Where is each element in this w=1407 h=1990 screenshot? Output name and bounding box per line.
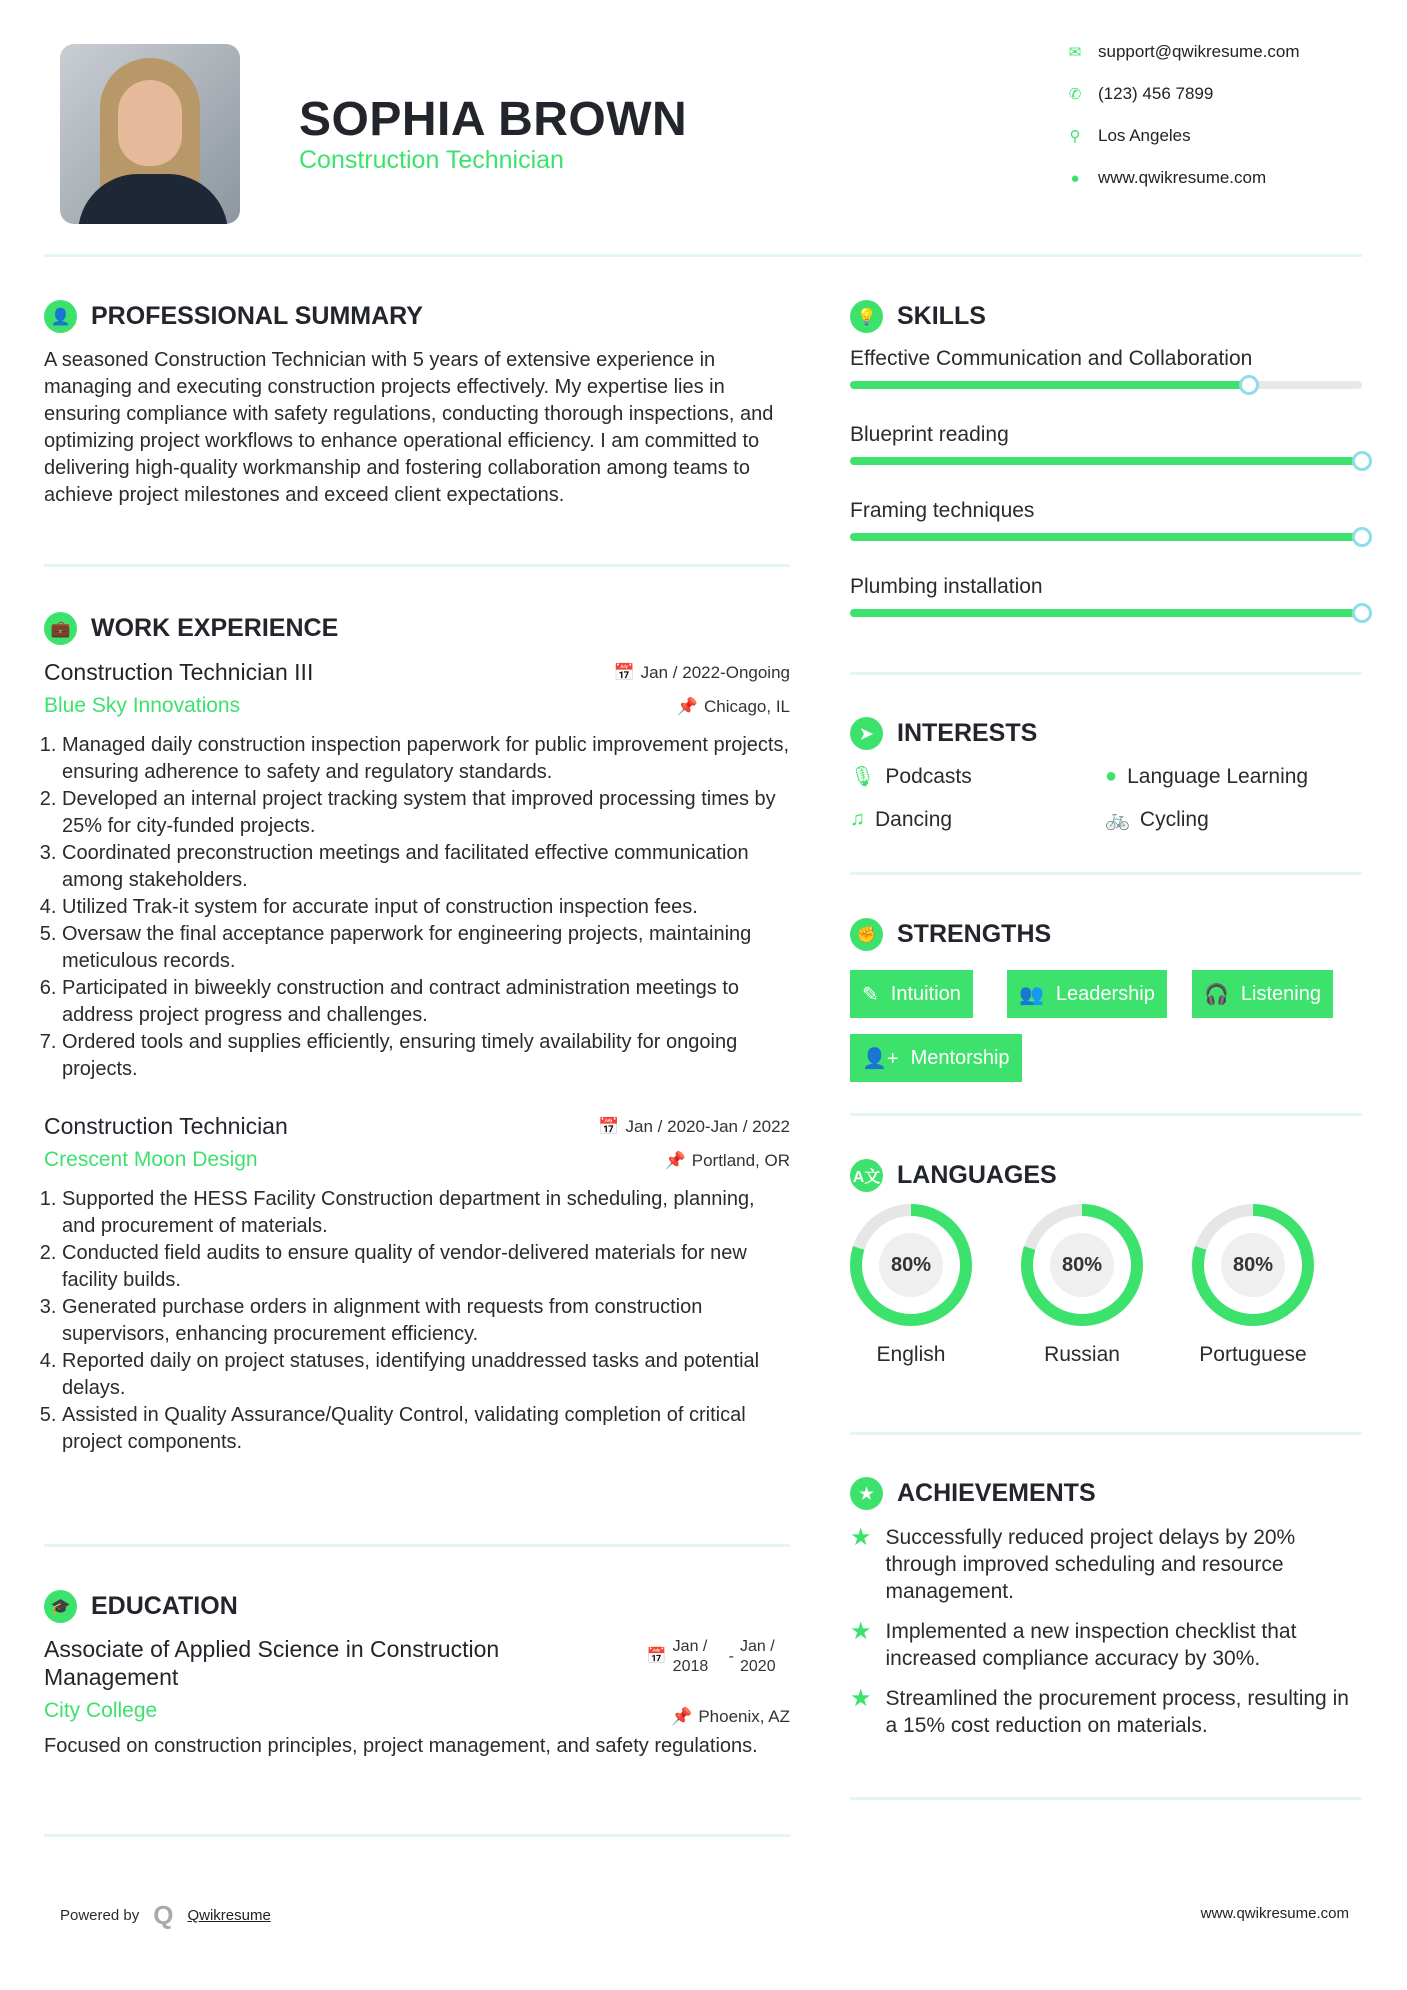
strength-tag: [850, 1034, 1022, 1082]
section-heading: ACHIEVEMENTS: [897, 1479, 1096, 1507]
date-text: Jan / 2022-Ongoing: [640, 663, 790, 682]
interests-section: [850, 717, 1362, 832]
date-start: Jan / 2018: [672, 1638, 709, 1675]
skill-label: Framing techniques: [850, 499, 1035, 522]
skill-bar: [850, 533, 1362, 541]
footer-branding: [60, 1900, 271, 1931]
interest-label: Podcasts: [885, 764, 972, 788]
candidate-title: Construction Technician: [299, 146, 564, 174]
lightbulb-icon: 💡: [850, 300, 883, 333]
divider: [44, 1834, 790, 1837]
edu-date: 📅 Jan / 2018 - Jan / 2020: [647, 1637, 790, 1677]
job-title: Construction Technician: [44, 1113, 288, 1139]
divider: [44, 564, 790, 567]
pin-icon: 📌: [676, 697, 698, 716]
section-heading: SKILLS: [897, 302, 986, 330]
achievement-text: Streamlined the procurement process, resulting in a 15% cost reduction on materials.: [885, 1687, 1349, 1737]
job-duties: [44, 732, 790, 1083]
footer-site-link[interactable]: www.qwikresume.com: [1200, 1905, 1349, 1922]
interest-podcasts: [850, 764, 1105, 789]
section-heading: LANGUAGES: [897, 1161, 1057, 1189]
section-heading: PROFESSIONAL SUMMARY: [91, 302, 423, 330]
achievement-text: Implemented a new inspection checklist that increased compliance accuracy by 30%.: [885, 1620, 1297, 1670]
map-pin-icon: ⚲: [1069, 128, 1081, 145]
star-icon: ★: [850, 1524, 872, 1551]
calendar-icon: 📅: [598, 1117, 620, 1136]
skill-item: [850, 575, 1362, 651]
duty-item: 5. Assisted in Quality Assurance/Quality Control, validating completion of critical project components.: [62, 1402, 790, 1456]
interest-label: Language Learning: [1127, 764, 1309, 788]
skill-bar-knob: [1352, 527, 1372, 547]
contact-email[interactable]: [1066, 42, 1300, 62]
language-percent: 80%: [879, 1233, 943, 1297]
tag-label: Intuition: [890, 982, 961, 1005]
duty-item: 3. Generated purchase orders in alignment with requests from construction supervisors, enhancing procurement efficiency.: [62, 1294, 790, 1348]
magic-wand-icon: ✎: [862, 983, 879, 1006]
skill-bar-fill: [850, 381, 1249, 389]
pin-icon: 📌: [664, 1151, 686, 1170]
strength-tag: [1007, 970, 1167, 1018]
skill-bar-fill: [850, 457, 1362, 465]
profile-photo: [60, 44, 240, 224]
powered-by-text: Powered by: [60, 1907, 140, 1924]
achievement-text: Successfully reduced project delays by 20% through improved scheduling and resource management.: [885, 1526, 1296, 1603]
job-entry: [44, 1113, 790, 1456]
school-name: City College: [44, 1699, 158, 1722]
tag-label: Mentorship: [910, 1046, 1010, 1069]
company-name: Crescent Moon Design: [44, 1148, 258, 1171]
header-divider: [44, 254, 1362, 257]
language-label: Portuguese: [1199, 1343, 1307, 1366]
language-label: Russian: [1044, 1343, 1120, 1366]
star-icon: ★: [850, 1618, 872, 1645]
location-text: Los Angeles: [1098, 126, 1191, 145]
divider: [44, 1544, 790, 1547]
achievements-section: [850, 1477, 1362, 1752]
summary-text: A seasoned Construction Technician with 5 years of extensive experience in managing and executing construction projects effectively. My expertise lies in ensuring compliance with safety regulations, conducting thorough inspections, and optimizing project workflows to enhance operational efficiency. I am committed to delivering high-quality workmanship and fostering collaboration among teams to achieve project milestones and exceed client expectations.: [44, 349, 774, 506]
skill-item: [850, 347, 1362, 423]
phone-icon: ✆: [1068, 86, 1082, 103]
interest-dancing: [850, 807, 1105, 832]
duty-item: 4. Reported daily on project statuses, identifying unaddressed tasks and potential delays.: [62, 1348, 790, 1402]
duty-item: 5. Oversaw the final acceptance paperwork for engineering projects, maintaining meticulous records.: [62, 921, 790, 975]
user-plus-icon: 👤+: [862, 1047, 899, 1070]
skill-item: [850, 499, 1362, 575]
language-percent: 80%: [1221, 1233, 1285, 1297]
duty-item: 4. Utilized Trak-it system for accurate input of construction inspection fees.: [62, 894, 790, 921]
section-heading: WORK EXPERIENCE: [91, 614, 339, 642]
paper-plane-icon: ➤: [850, 717, 883, 750]
edu-location: [671, 1707, 790, 1727]
skill-bar-knob: [1352, 603, 1372, 623]
language-donut: [850, 1204, 972, 1326]
contact-location: [1066, 126, 1191, 146]
calendar-icon: 📅: [646, 1648, 667, 1665]
achievement-item: [850, 1685, 1362, 1739]
divider: [850, 1797, 1362, 1800]
strength-tag: [1192, 970, 1333, 1018]
music-note-icon: ♫: [850, 808, 865, 830]
language-icon: A文: [850, 1159, 883, 1192]
location-text: Chicago, IL: [704, 697, 790, 716]
divider: [850, 1432, 1362, 1435]
language-label: English: [876, 1343, 946, 1366]
microphone-icon: 🎙: [850, 766, 876, 788]
language-donut: [1021, 1204, 1143, 1326]
duty-item: 1. Managed daily construction inspection paperwork for public improvement projects, ensuring adherence to safety and regulatory standards.: [62, 732, 790, 786]
date-text: Jan / 2020-Jan / 2022: [625, 1117, 790, 1136]
users-icon: 👥: [1019, 983, 1044, 1006]
duty-item: 2. Developed an internal project tracking system that improved processing times by 25% for city-funded projects.: [62, 786, 790, 840]
skills-section: [850, 300, 1362, 640]
skill-bar-knob: [1352, 451, 1372, 471]
company-name: Blue Sky Innovations: [44, 694, 241, 717]
skill-bar-fill: [850, 533, 1362, 541]
contact-website[interactable]: [1066, 168, 1266, 188]
experience-section: [44, 612, 790, 1456]
candidate-name: SOPHIA BROWN: [299, 93, 688, 146]
achievement-item: [850, 1524, 1362, 1605]
phone-text: (123) 456 7899: [1098, 84, 1214, 103]
location-text: Phoenix, AZ: [698, 1707, 790, 1726]
skill-bar-knob: [1239, 375, 1259, 395]
section-heading: INTERESTS: [897, 719, 1038, 747]
skill-bar: [850, 609, 1362, 617]
interest-cycling: [1105, 807, 1362, 832]
user-icon: 👤: [44, 300, 77, 333]
job-duties: [44, 1186, 790, 1456]
location-text: Portland, OR: [691, 1151, 790, 1170]
job-title: Construction Technician III: [44, 659, 314, 685]
achievement-item: [850, 1618, 1362, 1672]
globe-icon: ●: [1070, 169, 1080, 187]
job-date: [613, 663, 790, 683]
job-location: [665, 1151, 790, 1171]
education-section: [44, 1590, 790, 1760]
job-location: [677, 697, 790, 717]
skill-label: Effective Communication and Collaboration: [850, 347, 1253, 370]
skill-item: [850, 423, 1362, 499]
job-entry: [44, 659, 790, 1083]
skill-bar: [850, 381, 1362, 389]
website-text: www.qwikresume.com: [1098, 168, 1267, 187]
interest-language-learning: [1105, 764, 1362, 789]
duty-item: 3. Coordinated preconstruction meetings and facilitated effective communication among stakeholders.: [62, 840, 790, 894]
divider: [850, 672, 1362, 675]
job-date: [598, 1117, 790, 1137]
interest-label: Cycling: [1139, 807, 1209, 831]
duty-item: 2. Conducted field audits to ensure quality of vendor-delivered materials for new facility builds.: [62, 1240, 790, 1294]
skill-label: Plumbing installation: [850, 575, 1043, 598]
brand-link[interactable]: Qwikresume: [187, 1907, 271, 1924]
duty-item: 1. Supported the HESS Facility Construction department in scheduling, planning, and procurement of materials.: [62, 1186, 790, 1240]
interest-label: Dancing: [875, 807, 953, 831]
email-text: support@qwikresume.com: [1098, 42, 1300, 61]
divider: [850, 872, 1362, 875]
briefcase-icon: 💼: [44, 612, 77, 645]
duty-item: 7. Ordered tools and supplies efficiently, ensuring timely availability for ongoing projects.: [62, 1029, 790, 1083]
envelope-icon: ✉: [1068, 44, 1082, 61]
skill-bar-fill: [850, 609, 1362, 617]
duty-item: 6. Participated in biweekly construction and contract administration meetings to address project progress and challenges.: [62, 975, 790, 1029]
bicycle-icon: 🚲: [1105, 809, 1130, 831]
star-icon: ★: [850, 1685, 872, 1712]
languages-section: [850, 1159, 1362, 1399]
edu-description: Focused on construction principles, project management, and safety regulations.: [44, 1735, 758, 1757]
language-donut: [1192, 1204, 1314, 1326]
strength-tag: [850, 970, 973, 1018]
pin-icon: 📌: [671, 1707, 693, 1726]
section-heading: EDUCATION: [91, 1592, 238, 1620]
strengths-section: [850, 918, 1362, 1088]
graduation-icon: 🎓: [44, 1590, 77, 1623]
globe-icon: ●: [1105, 765, 1118, 787]
summary-section: [44, 300, 790, 509]
tag-label: Leadership: [1055, 982, 1155, 1005]
trophy-icon: ★: [850, 1477, 883, 1510]
degree: Associate of Applied Science in Construction Management: [44, 1636, 500, 1690]
section-heading: STRENGTHS: [897, 920, 1052, 948]
fist-icon: ✊: [850, 918, 883, 951]
skill-bar: [850, 457, 1362, 465]
calendar-icon: 📅: [613, 663, 635, 682]
language-percent: 80%: [1050, 1233, 1114, 1297]
tag-label: Listening: [1240, 982, 1321, 1005]
divider: [850, 1113, 1362, 1116]
qwikresume-logo-icon: Q: [153, 1900, 174, 1930]
skill-label: Blueprint reading: [850, 423, 1009, 446]
date-end: Jan / 2020: [740, 1638, 776, 1675]
contact-phone[interactable]: [1066, 84, 1213, 104]
headphones-icon: 🎧: [1204, 983, 1229, 1006]
